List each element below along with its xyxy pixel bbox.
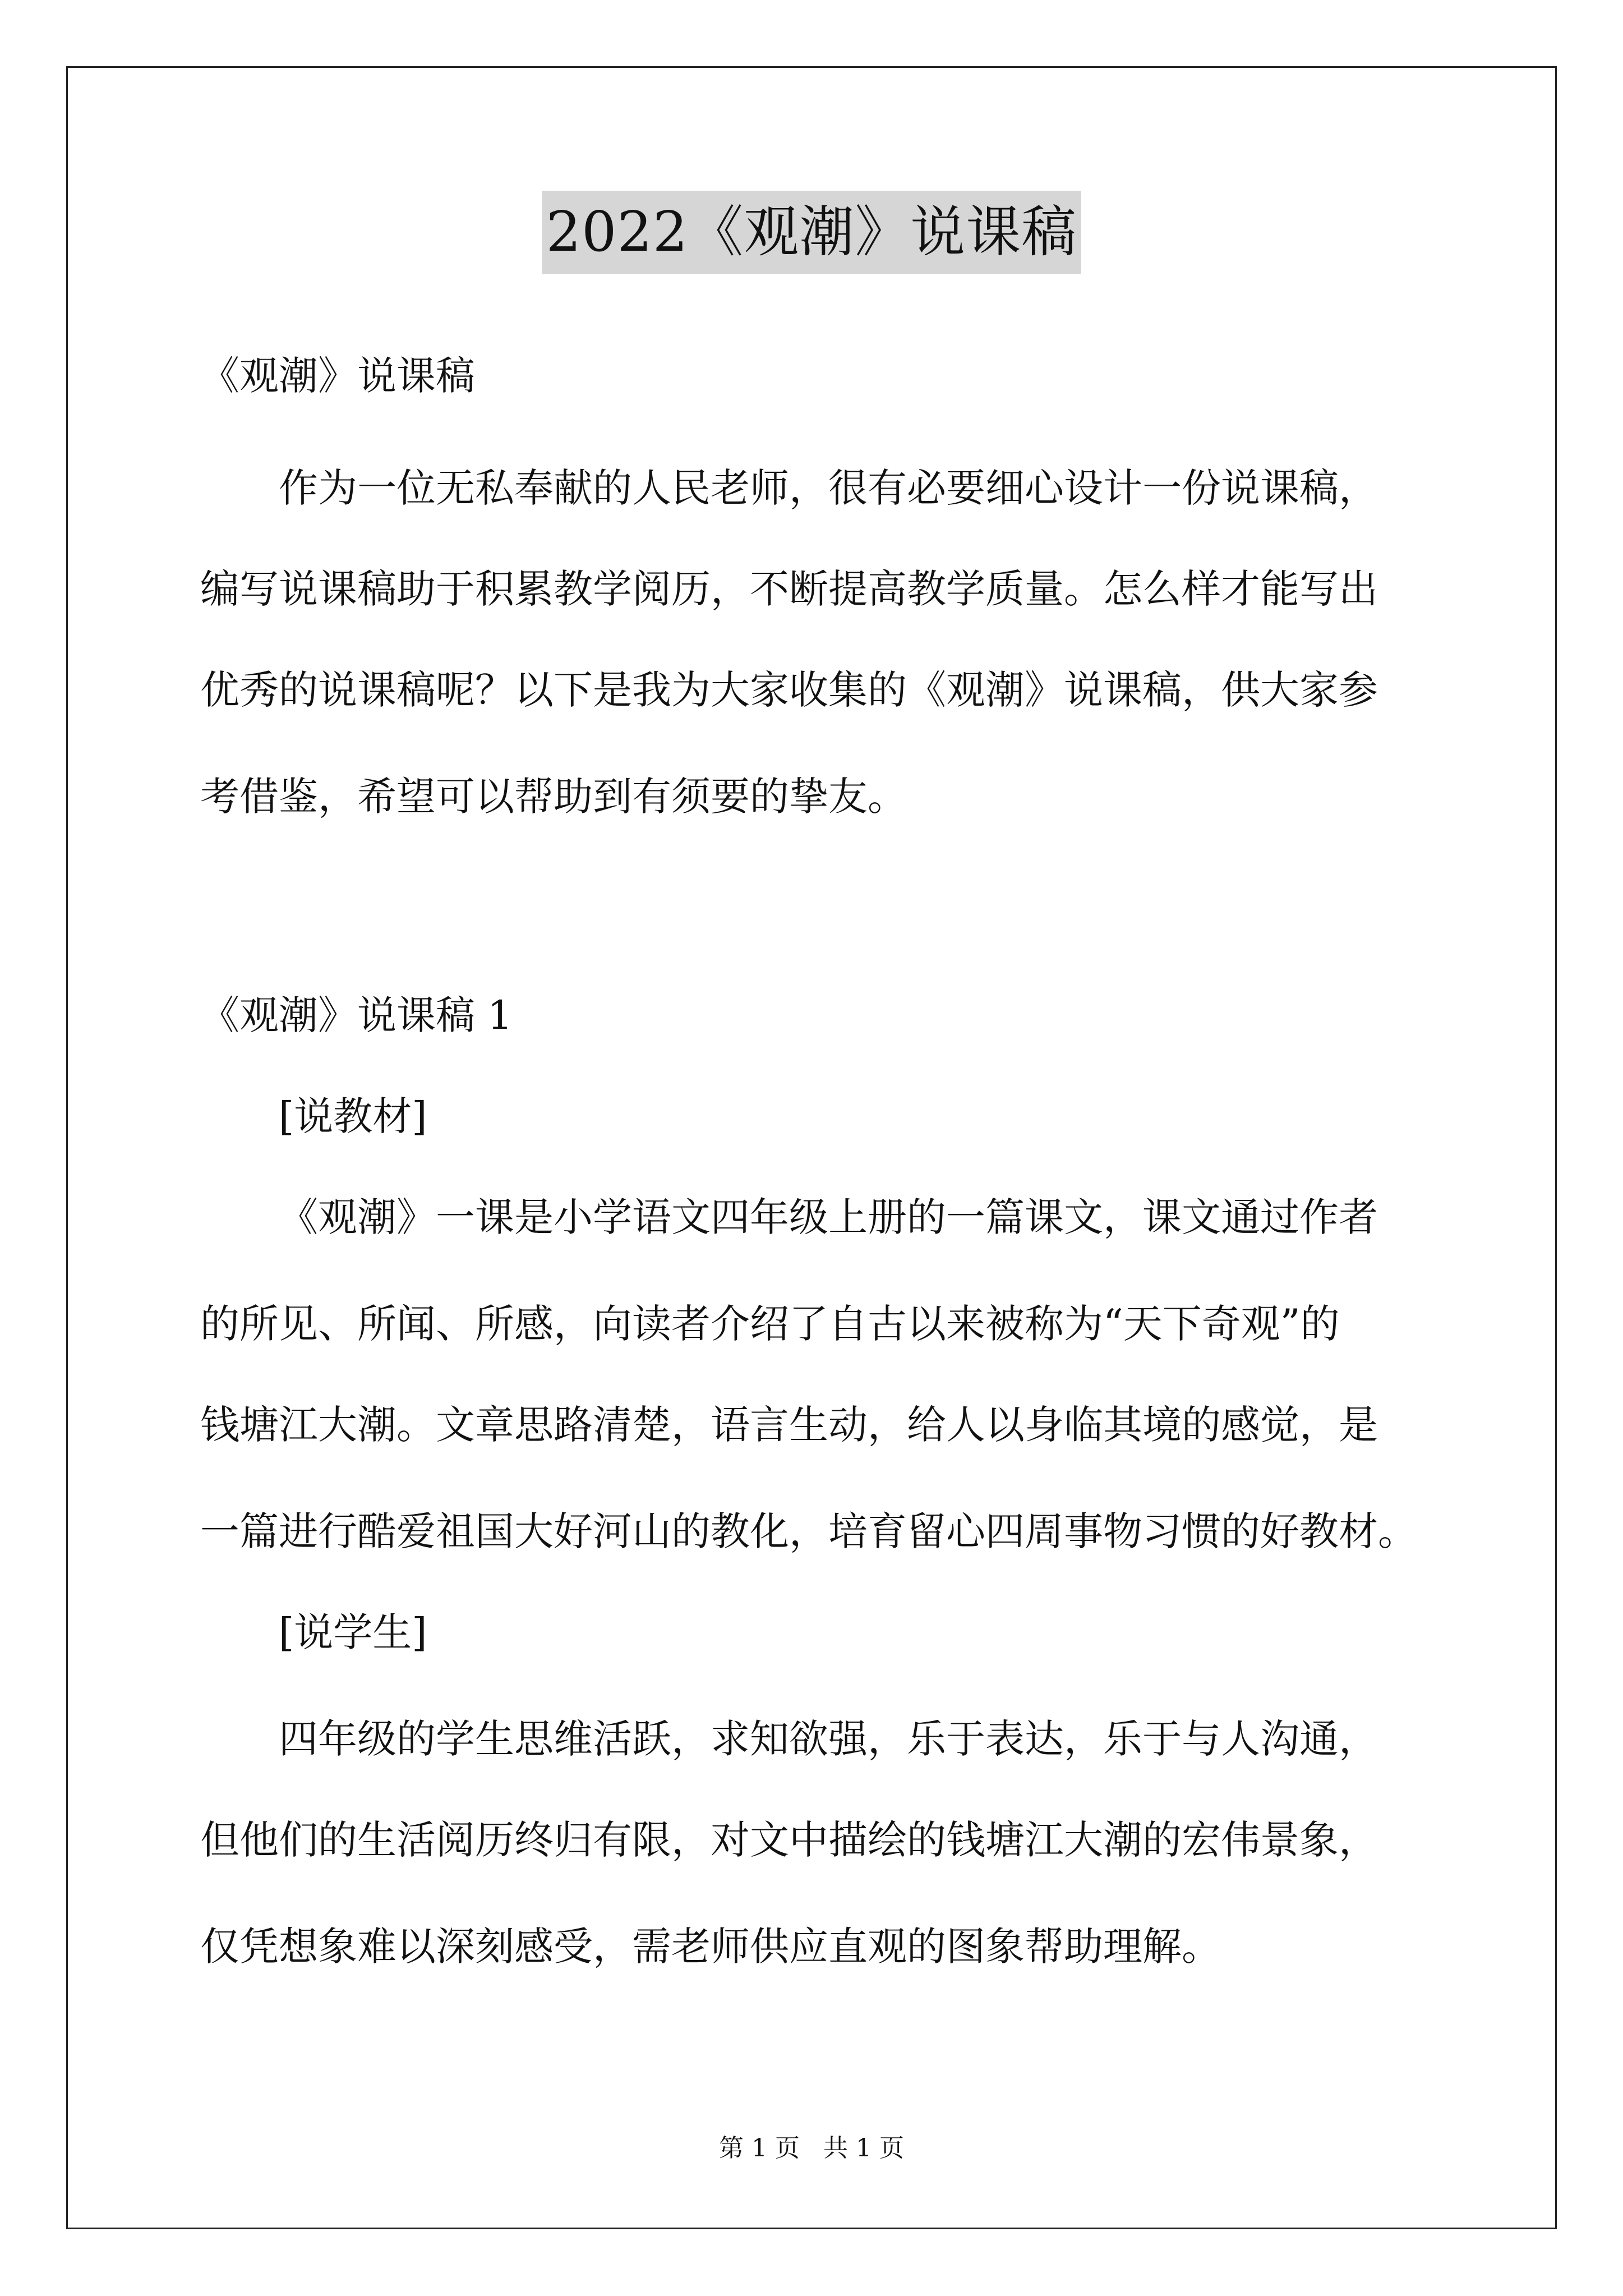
paragraph-line: 四年级的学生思维活跃，求知欲强，乐于表达，乐于与人沟通，: [279, 1716, 1378, 1762]
paragraph-line: 作为一位无私奉献的人民老师，很有必要细心设计一份说课稿，: [279, 465, 1378, 511]
section-heading: 《观潮》说课稿 1: [200, 992, 513, 1038]
subsection-heading: [说教材]: [279, 1093, 427, 1139]
paragraph-line: 《观潮》一课是小学语文四年级上册的一篇课文，课文通过作者: [279, 1194, 1378, 1240]
paragraph-line: 编写说课稿助于积累教学阅历，不断提高教学质量。怎么样才能写出: [200, 566, 1378, 612]
paragraph-line: 优秀的说课稿呢？以下是我为大家收集的《观潮》说课稿，供大家参: [200, 667, 1378, 713]
paragraph-line: 一篇进行酷爱祖国大好河山的教化，培育留心四周事物习惯的好教材。: [200, 1508, 1417, 1554]
subsection-heading: [说学生]: [279, 1609, 427, 1655]
paragraph-line: 的所见、所闻、所感，向读者介绍了自古以来被称为“天下奇观”的: [200, 1301, 1340, 1347]
paragraph-line: 但他们的生活阅历终归有限，对文中描绘的钱塘江大潮的宏伟景象，: [200, 1817, 1378, 1863]
title-container: [0, 191, 1623, 274]
paragraph-line: 仅凭想象难以深刻感受，需老师供应直观的图象帮助理解。: [200, 1924, 1221, 1970]
paragraph-line: 钱塘江大潮。文章思路清楚，语言生动，给人以身临其境的感觉，是: [200, 1402, 1378, 1448]
paragraph-line: 考借鉴，希望可以帮助到有须要的挚友。: [200, 774, 907, 820]
section-heading: 《观潮》说课稿: [200, 353, 475, 399]
document-title: 2022《观潮》说课稿: [542, 191, 1081, 274]
page-footer: 第 1 页 共 1 页: [719, 2134, 904, 2162]
